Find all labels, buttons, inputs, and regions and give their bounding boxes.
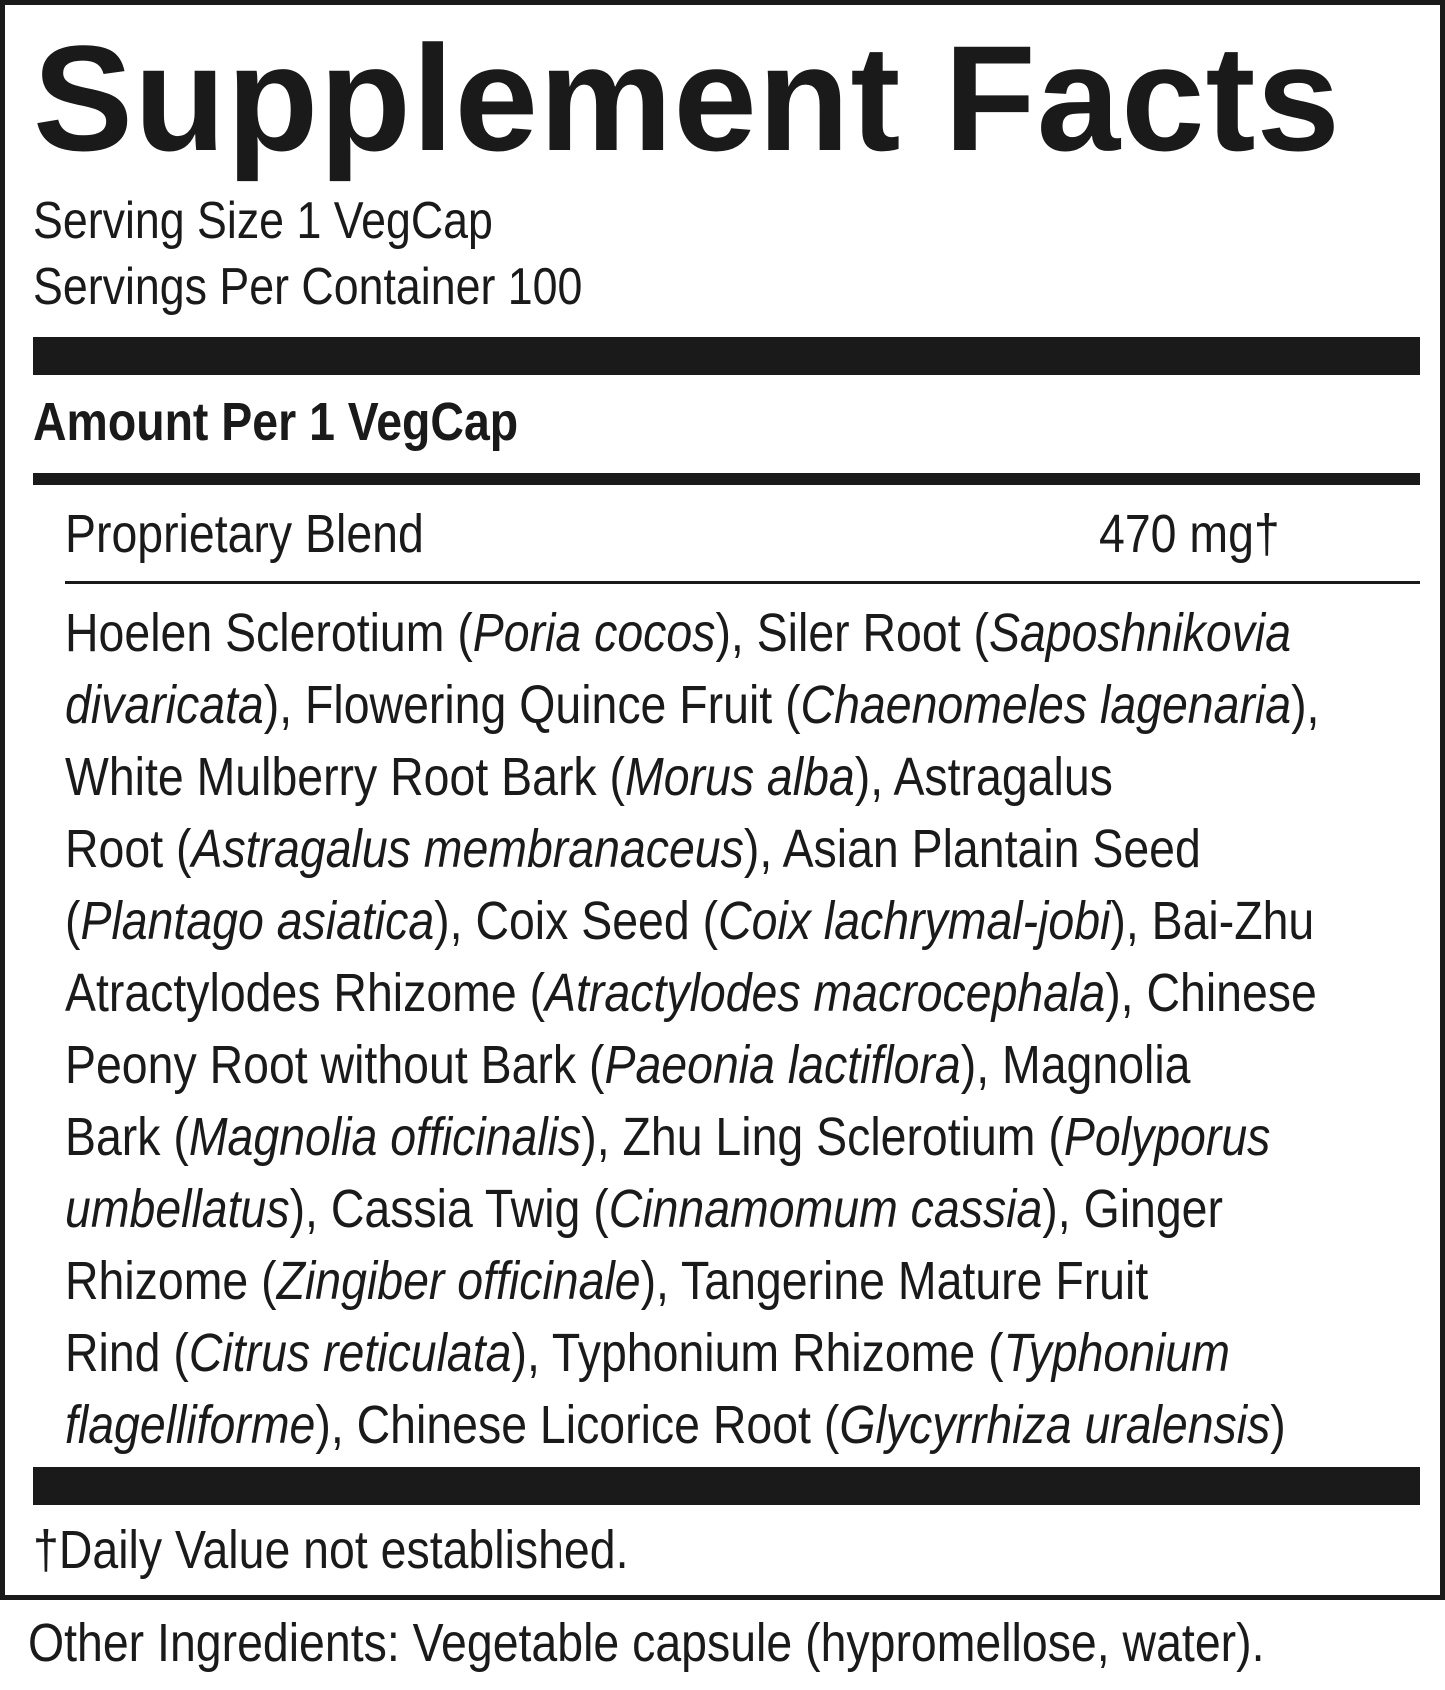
ingredient-list	[65, 597, 1320, 1461]
thick-divider-top	[33, 337, 1420, 375]
ingredient-line	[65, 885, 1315, 957]
botanical-name: flagelliforme	[65, 1395, 316, 1455]
blend-amount: 470 mg†	[1099, 504, 1280, 564]
botanical-name: umbellatus	[65, 1179, 290, 1239]
ingredient-text: ), Chinese Licorice Root (	[315, 1395, 840, 1455]
botanical-name: Citrus reticulata	[188, 1323, 512, 1383]
ingredient-line	[65, 1245, 1295, 1317]
botanical-name: Poria cocos	[472, 603, 716, 663]
ingredient-line	[65, 1389, 1295, 1461]
ingredient-line	[65, 669, 1320, 741]
ingredient-text: ), Zhu Ling Sclerotium (	[581, 1107, 1064, 1167]
ingredient-text: Peony Root without Bark (	[65, 1035, 605, 1095]
ingredient-line	[65, 1317, 1295, 1389]
ingredient-line	[65, 1173, 1295, 1245]
botanical-name: divaricata	[65, 675, 264, 735]
ingredient-text: ), Astragalus	[854, 747, 1113, 807]
ingredient-text: ), Magnolia	[960, 1035, 1191, 1095]
ingredient-text: ),	[1291, 675, 1320, 735]
botanical-name: Coix lachrymal-jobi	[718, 891, 1111, 951]
daily-value-footnote: †Daily Value not established.	[33, 1520, 629, 1580]
botanical-name: Zingiber officinale	[276, 1251, 641, 1311]
ingredient-line	[65, 1101, 1295, 1173]
ingredient-line	[65, 957, 1317, 1029]
ingredient-text: White Mulberry Root Bark (	[65, 747, 626, 807]
medium-divider	[33, 473, 1420, 485]
blend-name: Proprietary Blend	[65, 504, 424, 564]
ingredient-text: )	[1270, 1395, 1286, 1455]
ingredient-text: ), Ginger	[1042, 1179, 1223, 1239]
serving-size: Serving Size 1 VegCap	[33, 192, 493, 250]
botanical-name: Morus alba	[625, 747, 855, 807]
ingredient-line	[65, 813, 1295, 885]
botanical-name: Typhonium	[1003, 1323, 1230, 1383]
ingredient-text: Hoelen Sclerotium (	[65, 603, 473, 663]
botanical-name: Astragalus membranaceus	[191, 819, 744, 879]
botanical-name: Cinnamomum cassia	[608, 1179, 1043, 1239]
panel-title: Supplement Facts	[33, 14, 1341, 182]
botanical-name: Polyporus	[1063, 1107, 1271, 1167]
botanical-name: Glycyrrhiza uralensis	[839, 1395, 1271, 1455]
ingredient-text: Atractylodes Rhizome (	[65, 963, 546, 1023]
ingredient-text: (	[65, 891, 81, 951]
botanical-name: Atractylodes macrocephala	[545, 963, 1106, 1023]
ingredient-text: ), Siler Root (	[715, 603, 989, 663]
thin-divider	[65, 581, 1420, 584]
botanical-name: Saposhnikovia	[988, 603, 1292, 663]
ingredient-text: ), Tangerine Mature Fruit	[640, 1251, 1149, 1311]
botanical-name: Paeonia lactiflora	[604, 1035, 961, 1095]
botanical-name: Chaenomeles lagenaria	[800, 675, 1292, 735]
ingredient-line	[65, 1029, 1295, 1101]
ingredient-line	[65, 741, 1295, 813]
servings-per-container: Servings Per Container 100	[33, 258, 583, 316]
ingredient-text: Rind (	[65, 1323, 189, 1383]
ingredient-text: ), Typhonium Rhizome (	[511, 1323, 1004, 1383]
ingredient-text: ), Cassia Twig (	[289, 1179, 609, 1239]
thick-divider-bottom	[33, 1467, 1420, 1505]
ingredient-text: ), Flowering Quince Fruit (	[263, 675, 801, 735]
ingredient-text: Bark (	[65, 1107, 189, 1167]
botanical-name: Magnolia officinalis	[188, 1107, 582, 1167]
ingredient-text: ), Asian Plantain Seed	[743, 819, 1201, 879]
ingredient-text: ), Bai-Zhu	[1110, 891, 1315, 951]
ingredient-text: ), Coix Seed (	[434, 891, 719, 951]
botanical-name: Plantago asiatica	[80, 891, 435, 951]
ingredient-text: Root (	[65, 819, 192, 879]
ingredient-text: Rhizome (	[65, 1251, 277, 1311]
ingredient-text: ), Chinese	[1105, 963, 1317, 1023]
other-ingredients: Other Ingredients: Vegetable capsule (hypromellose, water).	[28, 1613, 1265, 1673]
ingredient-line	[65, 597, 1295, 669]
amount-per-heading: Amount Per 1 VegCap	[33, 392, 519, 452]
